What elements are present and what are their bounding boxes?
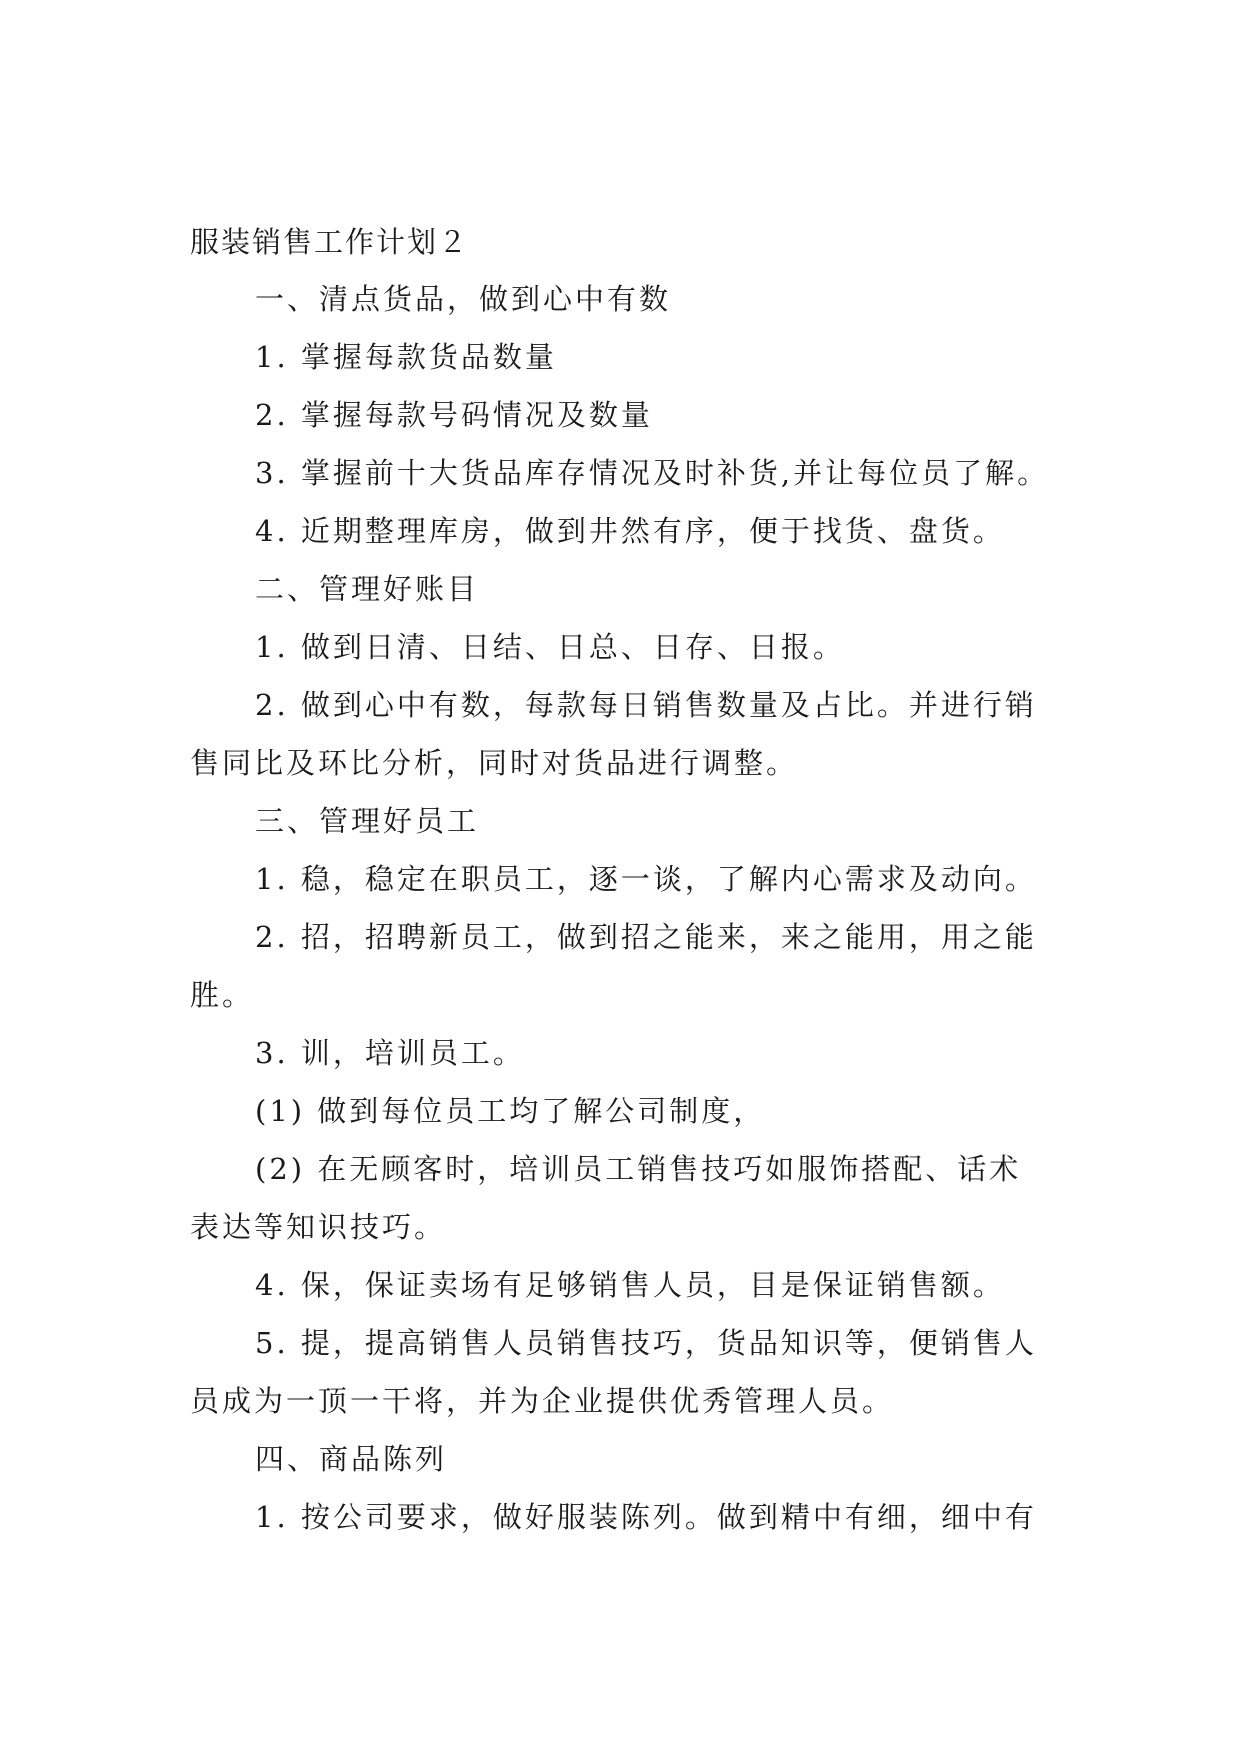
list-item: 4. 近期整理库房，做到井然有序，便于找货、盘货。 bbox=[255, 514, 1005, 548]
list-item: 3. 训，培训员工。 bbox=[255, 1036, 525, 1070]
section-heading: 二、管理好账目 bbox=[255, 572, 480, 606]
list-item: 1. 稳，稳定在职员工，逐一谈，了解内心需求及动向。 bbox=[255, 862, 1037, 896]
section-heading: 四、商品陈列 bbox=[255, 1442, 448, 1476]
list-item: 2. 掌握每款号码情况及数量 bbox=[255, 398, 653, 432]
list-item: 1. 按公司要求，做好服装陈列。做到精中有细，细中有 bbox=[255, 1500, 1037, 1534]
sub-list-item: (2) 在无顾客时，培训员工销售技巧如服饰搭配、话术 bbox=[255, 1152, 1022, 1186]
list-item: 1. 做到日清、日结、日总、日存、日报。 bbox=[255, 630, 845, 664]
list-item: 5. 提，提高销售人员销售技巧，货品知识等，便销售人 bbox=[255, 1326, 1037, 1360]
list-item: 2. 招，招聘新员工，做到招之能来，来之能用，用之能 bbox=[255, 920, 1037, 954]
sub-list-item: (1) 做到每位员工均了解公司制度， bbox=[255, 1094, 766, 1128]
document-title: 服装销售工作计划２ bbox=[190, 225, 470, 259]
section-heading: 一、清点货品，做到心中有数 bbox=[255, 282, 672, 316]
sub-list-item-continuation: 表达等知识技巧。 bbox=[190, 1210, 447, 1244]
list-item-continuation: 员成为一顶一干将，并为企业提供优秀管理人员。 bbox=[190, 1384, 895, 1418]
list-item-continuation: 售同比及环比分析，同时对货品进行调整。 bbox=[190, 746, 799, 780]
list-item: 1. 掌握每款货品数量 bbox=[255, 340, 557, 374]
list-item: 3. 掌握前十大货品库存情况及时补货,并让每位员了解。 bbox=[255, 456, 1050, 490]
list-item: 4. 保，保证卖场有足够销售人员，目是保证销售额。 bbox=[255, 1268, 1005, 1302]
section-heading: 三、管理好员工 bbox=[255, 804, 480, 838]
list-item: 2. 做到心中有数，每款每日销售数量及占比。并进行销 bbox=[255, 688, 1037, 722]
list-item-continuation: 胜。 bbox=[190, 978, 255, 1012]
